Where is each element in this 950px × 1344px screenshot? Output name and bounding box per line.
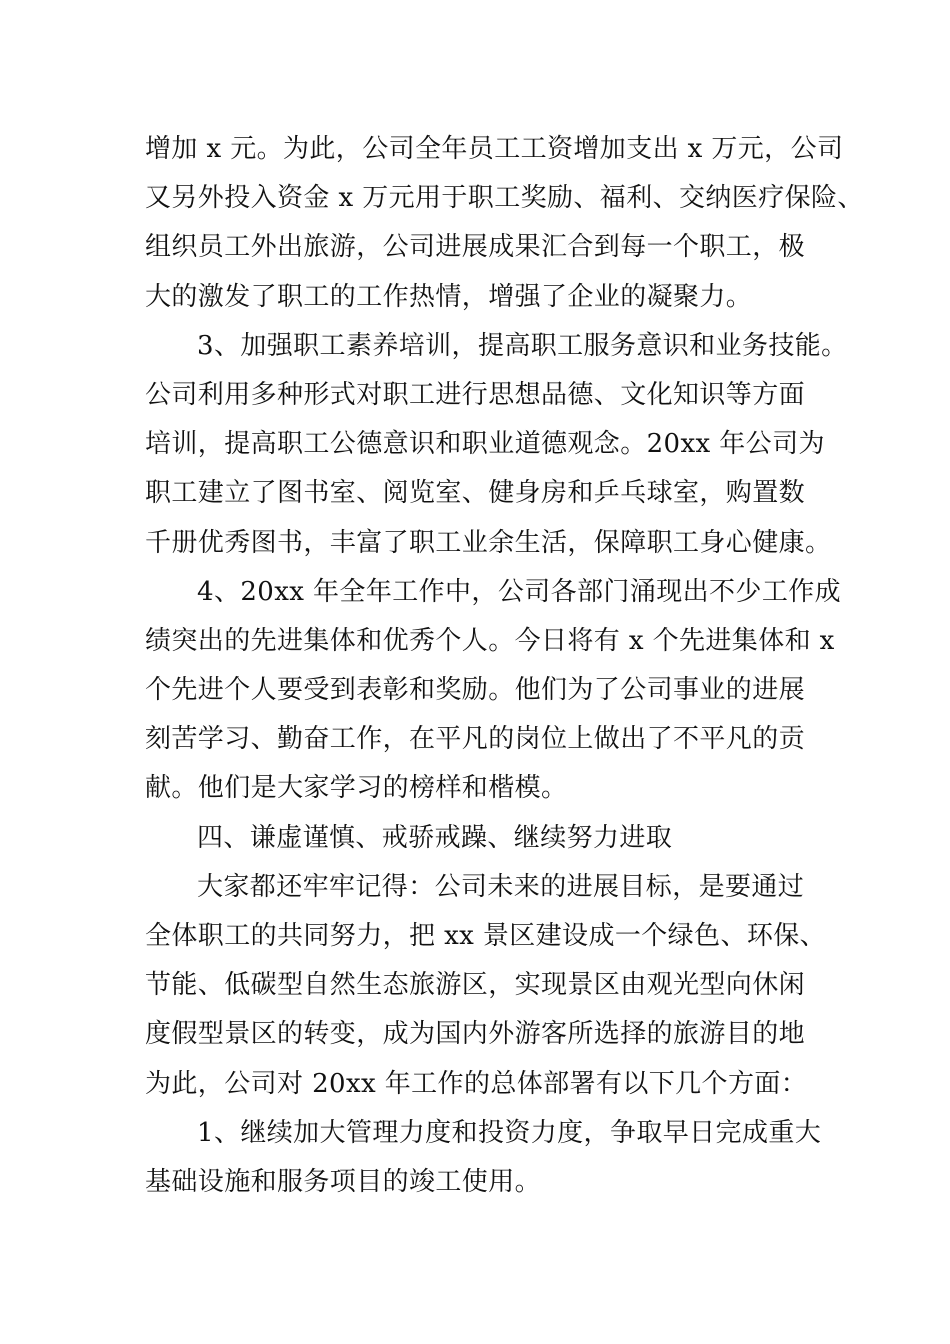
text-line: 大的激发了职工的工作热情，增强了企业的凝聚力。: [145, 281, 753, 312]
document-body: [145, 125, 864, 1207]
text-line: 4、20xx 年全年工作中，公司各部门涌现出不少工作成: [197, 576, 842, 607]
text-line: 刻苦学习、勤奋工作，在平凡的岗位上做出了不平凡的贡: [145, 724, 806, 755]
text-line: 3、加强职工素养培训，提高职工服务意识和业务技能。: [197, 330, 848, 361]
text-line: 节能、低碳型自然生态旅游区，实现景区由观光型向休闲: [145, 970, 806, 1001]
text-line: 职工建立了图书室、阅览室、健身房和乒乓球室，购置数: [145, 478, 806, 509]
text-line: 公司利用多种形式对职工进行思想品德、文化知识等方面: [145, 379, 806, 410]
text-line: 全体职工的共同努力，把 xx 景区建设成一个绿色、环保、: [145, 921, 827, 951]
text-line: 基础设施和服务项目的竣工使用。: [145, 1166, 542, 1197]
text-line: 培训，提高职工公德意识和职业道德观念。20xx 年公司为: [145, 429, 825, 460]
section-heading: 四、谦虚谨慎、戒骄戒躁、继续努力进取: [197, 822, 673, 853]
text-line: 组织员工外出旅游，公司进展成果汇合到每一个职工，极: [145, 232, 806, 263]
text-line: 度假型景区的转变，成为国内外游客所选择的旅游目的地: [145, 1019, 806, 1050]
text-line: 为此，公司对 20xx 年工作的总体部署有以下几个方面：: [145, 1068, 808, 1099]
text-line: 绩突出的先进集体和优秀个人。今日将有 x 个先进集体和 x: [145, 625, 835, 656]
text-line: 增加 x 元。为此，公司全年员工工资增加支出 x 万元，公司: [145, 134, 844, 164]
text-line: 1、继续加大管理力度和投资力度，争取早日完成重大: [197, 1117, 822, 1148]
text-line: 个先进个人要受到表彰和奖励。他们为了公司事业的进展: [145, 675, 806, 706]
text-line: 献。他们是大家学习的榜样和楷模。: [145, 773, 568, 804]
text-line: 大家都还牢牢记得：公司未来的进展目标，是要通过: [197, 871, 805, 902]
text-line: 千册优秀图书，丰富了职工业余生活，保障职工身心健康。: [145, 527, 832, 558]
text-line: 又另外投入资金 x 万元用于职工奖励、福利、交纳医疗保险、: [145, 183, 864, 214]
